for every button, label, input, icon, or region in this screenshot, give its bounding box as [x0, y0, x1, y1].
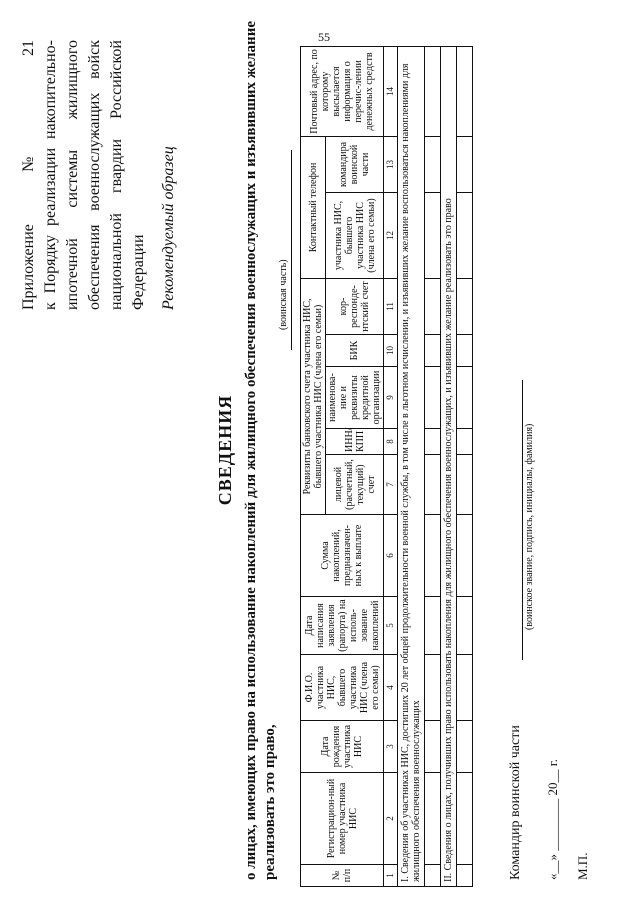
- table-cell: [425, 192, 441, 278]
- table-cell: [457, 597, 473, 655]
- column-number: 4: [384, 655, 398, 721]
- column-number: 2: [384, 773, 398, 865]
- table-cell: [425, 721, 441, 773]
- column-number: 13: [384, 136, 398, 192]
- document-subheading: о лицах, имеющих право на использование накоплений для жилищного обеспечения военнослужащих и изъявивших желание реализовать это право,: [243, 21, 278, 880]
- table-cell: [425, 335, 441, 367]
- column-number: 14: [384, 46, 398, 136]
- header-contact-phone: Контактный телефон: [301, 136, 326, 278]
- column-number: 3: [384, 721, 398, 773]
- column-number: 12: [384, 192, 398, 278]
- table-cell: [425, 46, 441, 136]
- header-amount: Сумма накоплений, предназначен-ных к выплате: [301, 515, 384, 597]
- appendix-block: [18, 40, 150, 310]
- column-number: 9: [384, 367, 398, 429]
- header-bank-details: Реквизиты банковского счета участника НИС, бывшего участника НИС (члена его семьи): [301, 278, 326, 514]
- header-reg-number: Регистрацион-ный номер участника НИС: [301, 773, 384, 865]
- column-number: 11: [384, 278, 398, 334]
- table-cell: [457, 655, 473, 721]
- column-number: 8: [384, 429, 398, 455]
- appendix-line: Приложение № 21: [20, 40, 37, 310]
- appendix-line: ипотечной системы жилищного: [64, 40, 81, 310]
- section-1-title: I. Сведения об участниках НИС, достигших 20 лет общей продолжительности военной службы, в том числе в льготном исчислении, и изъявивших желание воспользоваться накоплениями для жилищного обеспечения военнослужащих: [398, 46, 425, 886]
- table-cell: [425, 136, 441, 192]
- column-number: 5: [384, 597, 398, 655]
- section-2-title: II. Сведения о лицах, получивших право использовать накопления для жилищного обеспечения военнослужащих, и изъявивших желание реализовать это право: [441, 46, 457, 886]
- commander-label: Командир воинской части: [508, 725, 523, 880]
- table-cell: [457, 46, 473, 136]
- table-cell: [457, 429, 473, 455]
- table-cell: [457, 136, 473, 192]
- unit-caption: (воинская часть): [278, 259, 289, 330]
- table-cell: [457, 515, 473, 597]
- column-number: 7: [384, 455, 398, 515]
- table-cell: [425, 429, 441, 455]
- table-cell: [457, 721, 473, 773]
- commander-signature-line: [522, 380, 523, 660]
- table-cell: [425, 278, 441, 334]
- table-cell: [457, 865, 473, 887]
- table-cell: [425, 597, 441, 655]
- header-no: № п/п: [301, 865, 384, 887]
- column-number: 6: [384, 515, 398, 597]
- date-field: «__» ________ 20__ г.: [545, 759, 560, 880]
- header-birth-date: Дата рождения участника НИС: [301, 721, 384, 773]
- column-number: 1: [384, 865, 398, 887]
- header-postal-address: Почтовый адрес, по которому высылается информация о перечис-лении денежных средств: [301, 46, 384, 136]
- appendix-line: Федерации: [130, 234, 147, 310]
- header-phone-member: участника НИС, бывшего участника НИС (члена его семьи): [326, 192, 384, 278]
- header-inn: ИНН/ КПП: [326, 429, 384, 455]
- rotated-document: [10, 10, 630, 890]
- table-cell: [425, 865, 441, 887]
- table-cell: [425, 367, 441, 429]
- appendix-line: национальной гвардии Российской: [108, 40, 125, 310]
- header-account: лицевой (расчетный, текущий) счет: [326, 455, 384, 515]
- header-application-date: Дата написания заявления (рапорта) на исполь-зование накоплений: [301, 597, 384, 655]
- table-cell: [457, 455, 473, 515]
- recommended-sample-label: Рекомендуемый образец: [160, 146, 177, 310]
- column-number: 10: [384, 335, 398, 367]
- header-full-name: Ф.И.О. участника НИС, бывшего участника НИС (члена его семьи): [301, 655, 384, 721]
- table-cell: [425, 515, 441, 597]
- table-cell: [425, 455, 441, 515]
- page-number: 55: [318, 30, 330, 44]
- header-bik: БИК: [326, 335, 384, 367]
- table-cell: [457, 278, 473, 334]
- table-cell: [457, 367, 473, 429]
- stamp-placeholder: М.П.: [575, 852, 590, 880]
- appendix-line: к Порядку реализации накопительно-: [42, 40, 59, 310]
- table-cell: [425, 773, 441, 865]
- commander-caption: (воинское звание, подпись, инициалы, фамилия): [524, 423, 535, 630]
- table-cell: [457, 192, 473, 278]
- header-phone-commander: командира воинской части: [326, 136, 384, 192]
- header-bank-name: наименова-ние и реквизиты кредитной организации: [326, 367, 384, 429]
- appendix-line: обеспечения военнослужащих войск: [86, 40, 103, 310]
- header-corr-account: кор-респонде-нтский счет: [326, 278, 384, 334]
- table-cell: [457, 773, 473, 865]
- table-cell: [457, 335, 473, 367]
- document-heading: СВЕДЕНИЯ: [215, 394, 235, 506]
- table-cell: [425, 655, 441, 721]
- info-table: [300, 46, 473, 887]
